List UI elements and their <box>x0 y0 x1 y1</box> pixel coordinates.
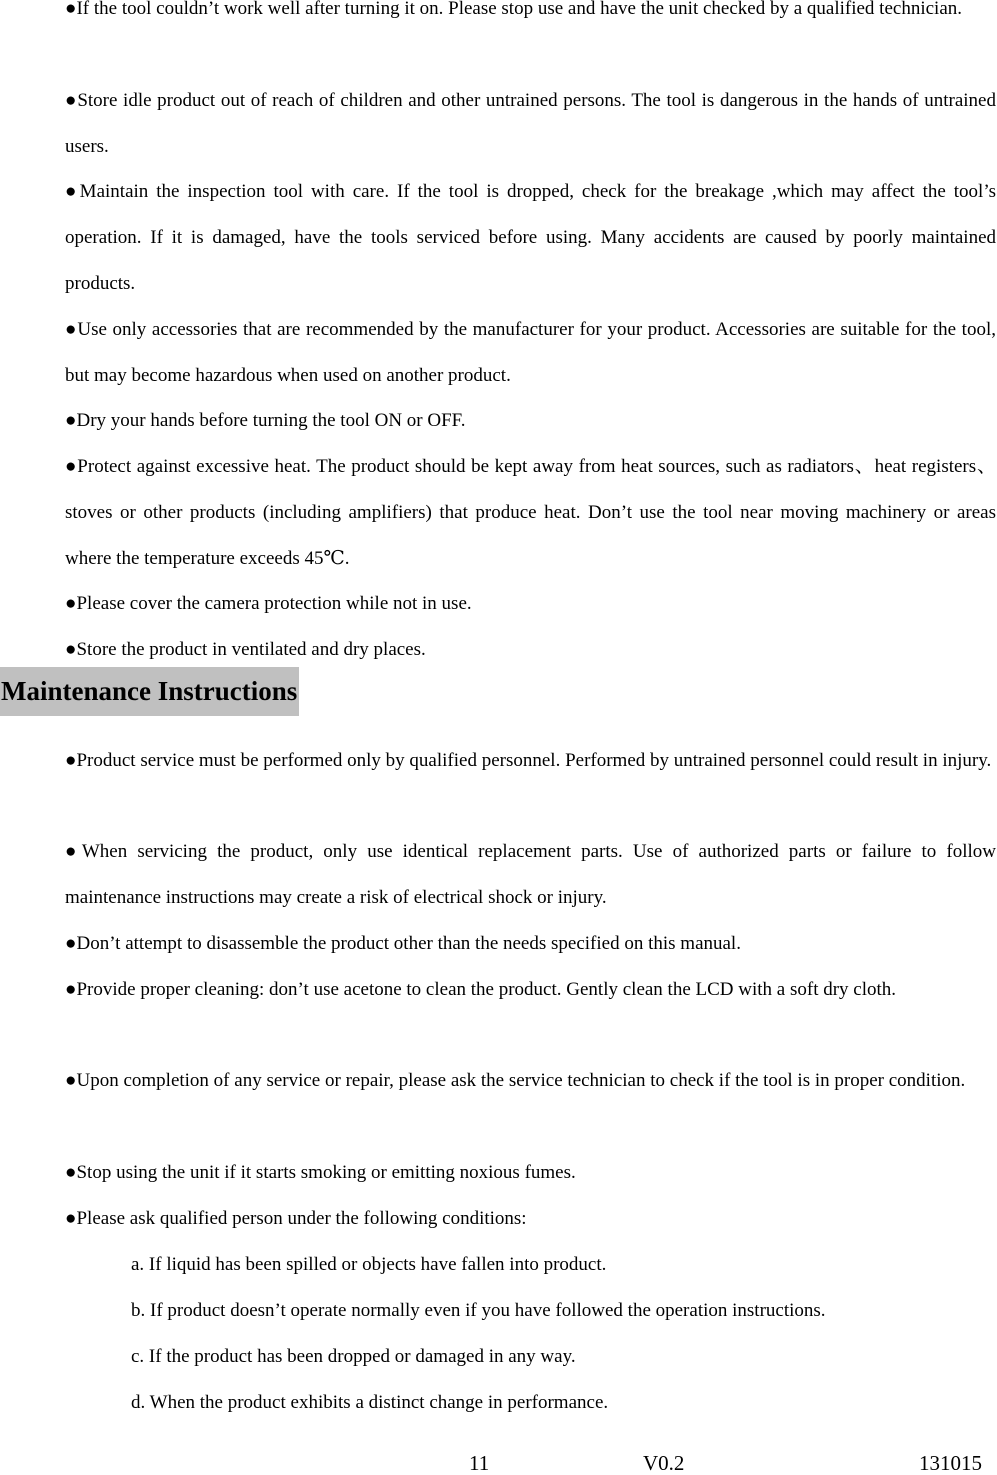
condition-item: b. If product doesn’t operate normally even if you have followed the operation instructions. <box>131 1300 826 1321</box>
safety-item: ●Maintain the inspection tool with care. If the tool is dropped, check for the breakage ,which may affect the tool’s operation. If it is damaged, have the tools serviced before using. Many accidents are caused by poorly maintained products. <box>65 181 996 294</box>
safety-item: ●Use only accessories that are recommended by the manufacturer for your product. Accessories are suitable for the tool, but may become hazardous when used on another product. <box>65 319 996 386</box>
section-heading-maintenance: Maintenance Instructions <box>0 667 299 716</box>
maintenance-item: ●Product service must be performed only by qualified personnel. Performed by untrained personnel could result in injury. <box>65 750 992 771</box>
condition-item: c. If the product has been dropped or damaged in any way. <box>131 1346 576 1367</box>
condition-item: d. When the product exhibits a distinct change in performance. <box>131 1392 609 1413</box>
footer-page-number: 11 <box>469 1451 490 1475</box>
safety-item: ●Store idle product out of reach of children and other untrained persons. The tool is dangerous in the hands of untrained users. <box>65 90 996 157</box>
maintenance-item: ●Upon completion of any service or repair, please ask the service technician to check if the tool is in proper condition. <box>65 1070 966 1091</box>
maintenance-item: ●When servicing the product, only use identical replacement parts. Use of authorized parts or failure to follow maintenance instructions may create a risk of electrical shock or injury. <box>65 841 996 908</box>
safety-item: ●If the tool couldn’t work well after turning it on. Please stop use and have the unit checked by a qualified technician. <box>65 0 962 19</box>
safety-item: ●Protect against excessive heat. The product should be kept away from heat sources, such as radiators、heat registers、stoves or other products (including amplifiers) that produce heat. Don’t use the tool near moving machinery or areas where the temperature exceeds 45℃. <box>65 456 996 569</box>
maintenance-item: ●Please ask qualified person under the following conditions: <box>65 1208 527 1229</box>
footer-code: 131015 <box>919 1451 982 1475</box>
maintenance-item: ●Provide proper cleaning: don’t use acetone to clean the product. Gently clean the LCD with a soft dry cloth. <box>65 979 897 1000</box>
maintenance-item: ●Stop using the unit if it starts smoking or emitting noxious fumes. <box>65 1162 576 1183</box>
safety-item: ●Dry your hands before turning the tool ON or OFF. <box>65 410 466 431</box>
safety-item: ●Store the product in ventilated and dry places. <box>65 639 426 660</box>
safety-item: ●Please cover the camera protection while not in use. <box>65 593 472 614</box>
condition-item: a. If liquid has been spilled or objects have fallen into product. <box>131 1254 607 1275</box>
footer-version: V0.2 <box>643 1451 685 1475</box>
maintenance-item: ●Don’t attempt to disassemble the product other than the needs specified on this manual. <box>65 933 741 954</box>
